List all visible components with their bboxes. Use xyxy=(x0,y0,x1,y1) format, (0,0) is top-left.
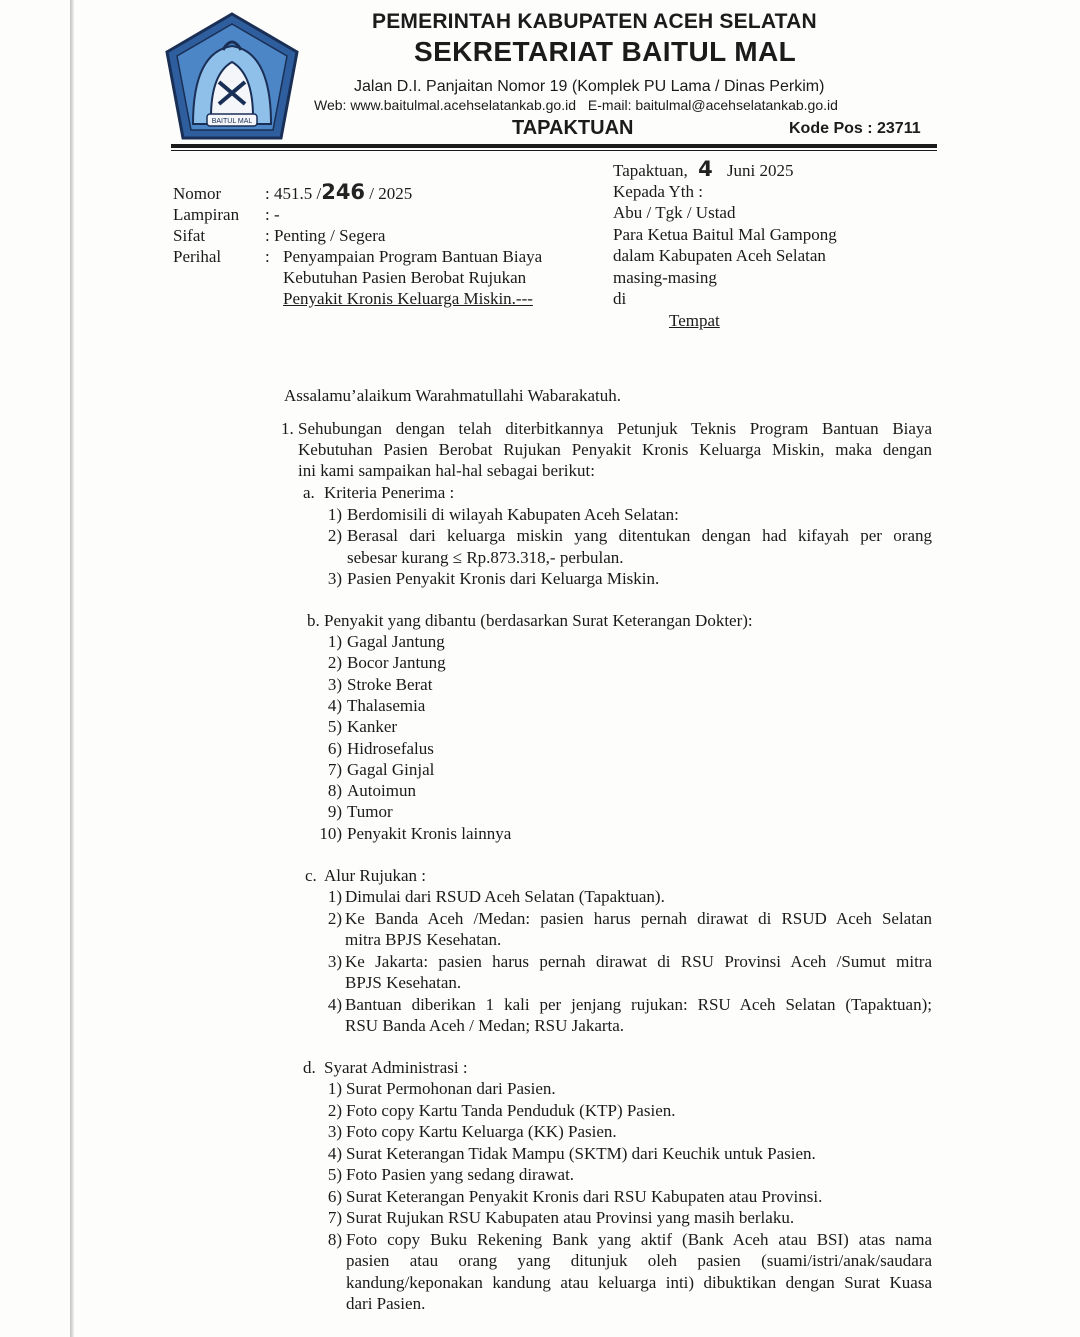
recipient-line: Kepada Yth : xyxy=(613,182,704,201)
office-address: Jalan D.I. Panjaitan Nomor 19 (Komplek PU Lama / Dinas Perkim) xyxy=(354,78,825,95)
sifat-label: Sifat xyxy=(173,226,206,245)
section-c-label: c. xyxy=(305,866,317,885)
list-number: 5) xyxy=(327,1165,342,1184)
lampiran-label: Lampiran xyxy=(173,205,240,224)
perihal-label: Perihal xyxy=(173,247,222,266)
list-item-cont: BPJS Kesehatan. xyxy=(345,973,462,992)
list-item: Foto Pasien yang sedang dirawat. xyxy=(346,1165,575,1184)
section-c-title: Alur Rujukan : xyxy=(324,866,426,885)
list-item-cont: sebesar kurang ≤ Rp.873.318,- perbulan. xyxy=(347,548,624,567)
letter-date: Tapaktuan, 4 Juni 2025 xyxy=(613,157,794,181)
list-number: 1) xyxy=(327,632,342,651)
postal-code: Kode Pos : 23711 xyxy=(789,120,921,137)
list-number: 5) xyxy=(327,717,342,736)
recipient-line: Abu / Tgk / Ustad xyxy=(613,203,736,222)
disease-item: Kanker xyxy=(347,717,398,736)
list-item: Berasal dari keluarga miskin yang ditentukan dengan had kifayah per orang xyxy=(347,526,932,545)
list-item-cont: mitra BPJS Kesehatan. xyxy=(345,930,502,949)
list-number: 1) xyxy=(327,1079,342,1098)
recipient-line: Para Ketua Baitul Mal Gampong xyxy=(613,225,837,244)
disease-item: Gagal Jantung xyxy=(347,632,445,651)
handwritten-number: 246 xyxy=(321,180,366,204)
nomor-label: Nomor xyxy=(173,184,222,203)
list-item: Surat Rujukan RSU Kabupaten atau Provinsi yang masih berlaku. xyxy=(346,1208,795,1227)
web-email-line xyxy=(314,97,846,113)
perihal-colon: : xyxy=(265,247,270,266)
list-number: 3) xyxy=(327,952,342,971)
list-number: 3) xyxy=(327,569,342,588)
scan-edge xyxy=(70,0,74,1337)
government-name: PEMERINTAH KABUPATEN ACEH SELATAN xyxy=(372,10,817,33)
handwritten-day: 4 xyxy=(698,157,713,181)
website: Web: www.baitulmal.acehselatankab.go.id xyxy=(314,97,577,113)
perihal-line: Penyakit Kronis Keluarga Miskin.--- xyxy=(283,289,533,308)
disease-item: Thalasemia xyxy=(347,696,426,715)
disease-item: Tumor xyxy=(347,802,393,821)
lampiran-value: : - xyxy=(265,205,280,224)
list-number: 2) xyxy=(327,909,342,928)
email: E-mail: baitulmal@acehselatankab.go.id xyxy=(587,97,838,113)
list-item: Foto copy Kartu Tanda Penduduk (KTP) Pasien. xyxy=(346,1101,676,1120)
list-number: 9) xyxy=(327,802,342,821)
recipient-line: dalam Kabupaten Aceh Selatan xyxy=(613,246,826,265)
header-rule-thin xyxy=(171,150,937,151)
nomor-value: : 451.5 /246 / 2025 xyxy=(265,180,413,204)
list-number: 4) xyxy=(327,696,342,715)
list-number: 4) xyxy=(327,1144,342,1163)
disease-item: Penyakit Kronis lainnya xyxy=(347,824,512,843)
disease-item: Gagal Ginjal xyxy=(347,760,435,779)
section-b-label: b. xyxy=(307,611,320,630)
paragraph-line: ini kami sampaikan hal-hal sebagai berikut: xyxy=(298,461,595,480)
list-item: Foto copy Buku Rekening Bank yang aktif (Bank Aceh atau BSI) atas nama xyxy=(346,1230,932,1249)
list-item-cont: pasien atau orang yang ditunjuk oleh pasien (suami/istri/anak/saudara xyxy=(346,1251,932,1270)
list-number: 8) xyxy=(327,1230,342,1249)
section-d-title: Syarat Administrasi : xyxy=(324,1058,468,1077)
list-number: 7) xyxy=(327,1208,342,1227)
list-number: 7) xyxy=(327,760,342,779)
list-number: 10) xyxy=(319,824,342,843)
list-item: Foto copy Kartu Keluarga (KK) Pasien. xyxy=(346,1122,617,1141)
section-b-title: Penyakit yang dibantu (berdasarkan Surat Keterangan Dokter): xyxy=(324,611,753,630)
disease-item: Autoimun xyxy=(347,781,416,800)
list-number: 3) xyxy=(327,1122,342,1141)
list-number: 6) xyxy=(327,739,342,758)
list-item: Surat Keterangan Penyakit Kronis dari RSU Kabupaten atau Provinsi. xyxy=(346,1187,823,1206)
list-item: Ke Jakarta: pasien harus pernah dirawat di RSU Provinsi Aceh /Sumut mitra xyxy=(345,952,932,971)
recipient-place: Tempat xyxy=(669,311,720,330)
list-item-cont: dari Pasien. xyxy=(346,1294,426,1313)
disease-item: Hidrosefalus xyxy=(347,739,434,758)
city: TAPAKTUAN xyxy=(512,117,634,139)
baitul-mal-logo xyxy=(163,12,301,144)
list-number: 1) xyxy=(327,505,342,524)
list-number: 6) xyxy=(327,1187,342,1206)
list-item: Pasien Penyakit Kronis dari Keluarga Miskin. xyxy=(347,569,660,588)
paragraph-number: 1. xyxy=(281,419,294,438)
list-number: 1) xyxy=(327,887,342,906)
list-item: Dimulai dari RSUD Aceh Selatan (Tapaktuan). xyxy=(345,887,665,906)
list-item: Bantuan diberikan 1 kali per jenjang rujukan: RSU Aceh Selatan (Tapaktuan); xyxy=(345,995,932,1014)
paragraph-line: Kebutuhan Pasien Berobat Rujukan Penyakit Kronis Keluarga Miskin, maka dengan xyxy=(298,440,932,459)
list-number: 2) xyxy=(327,526,342,545)
list-number: 2) xyxy=(327,653,342,672)
disease-item: Stroke Berat xyxy=(347,675,433,694)
section-a-label: a. xyxy=(303,483,315,502)
list-item: Surat Permohonan dari Pasien. xyxy=(346,1079,556,1098)
list-item-cont: kandung/keponakan kandung atau keluarga inti) dibuktikan dengan Surat Kuasa xyxy=(346,1273,932,1292)
perihal-line: Penyampaian Program Bantuan Biaya xyxy=(283,247,543,266)
logo-text: BAITUL MAL xyxy=(211,118,253,125)
office-name: SEKRETARIAT BAITUL MAL xyxy=(414,36,797,67)
perihal-line: Kebutuhan Pasien Berobat Rujukan xyxy=(283,268,527,287)
list-item-cont: RSU Banda Aceh / Medan; RSU Jakarta. xyxy=(345,1016,625,1035)
list-number: 8) xyxy=(327,781,342,800)
disease-item: Bocor Jantung xyxy=(347,653,446,672)
list-number: 3) xyxy=(327,675,342,694)
list-number: 2) xyxy=(327,1101,342,1120)
paragraph-line: Sehubungan dengan telah diterbitkannya Petunjuk Teknis Program Bantuan Biaya xyxy=(298,419,932,438)
list-number: 4) xyxy=(327,995,342,1014)
section-a-title: Kriteria Penerima : xyxy=(324,483,455,502)
list-item: Berdomisili di wilayah Kabupaten Aceh Selatan: xyxy=(347,505,679,524)
recipient-line: di xyxy=(613,289,627,308)
header-rule-thick xyxy=(171,144,937,148)
recipient-line: masing-masing xyxy=(613,268,717,287)
list-item: Surat Keterangan Tidak Mampu (SKTM) dari Keuchik untuk Pasien. xyxy=(346,1144,816,1163)
sifat-value: : Penting / Segera xyxy=(265,226,386,245)
section-d-label: d. xyxy=(303,1058,316,1077)
list-item: Ke Banda Aceh /Medan: pasien harus pernah dirawat di RSUD Aceh Selatan xyxy=(345,909,932,928)
greeting: Assalamu’alaikum Warahmatullahi Wabarakatuh. xyxy=(284,386,621,405)
